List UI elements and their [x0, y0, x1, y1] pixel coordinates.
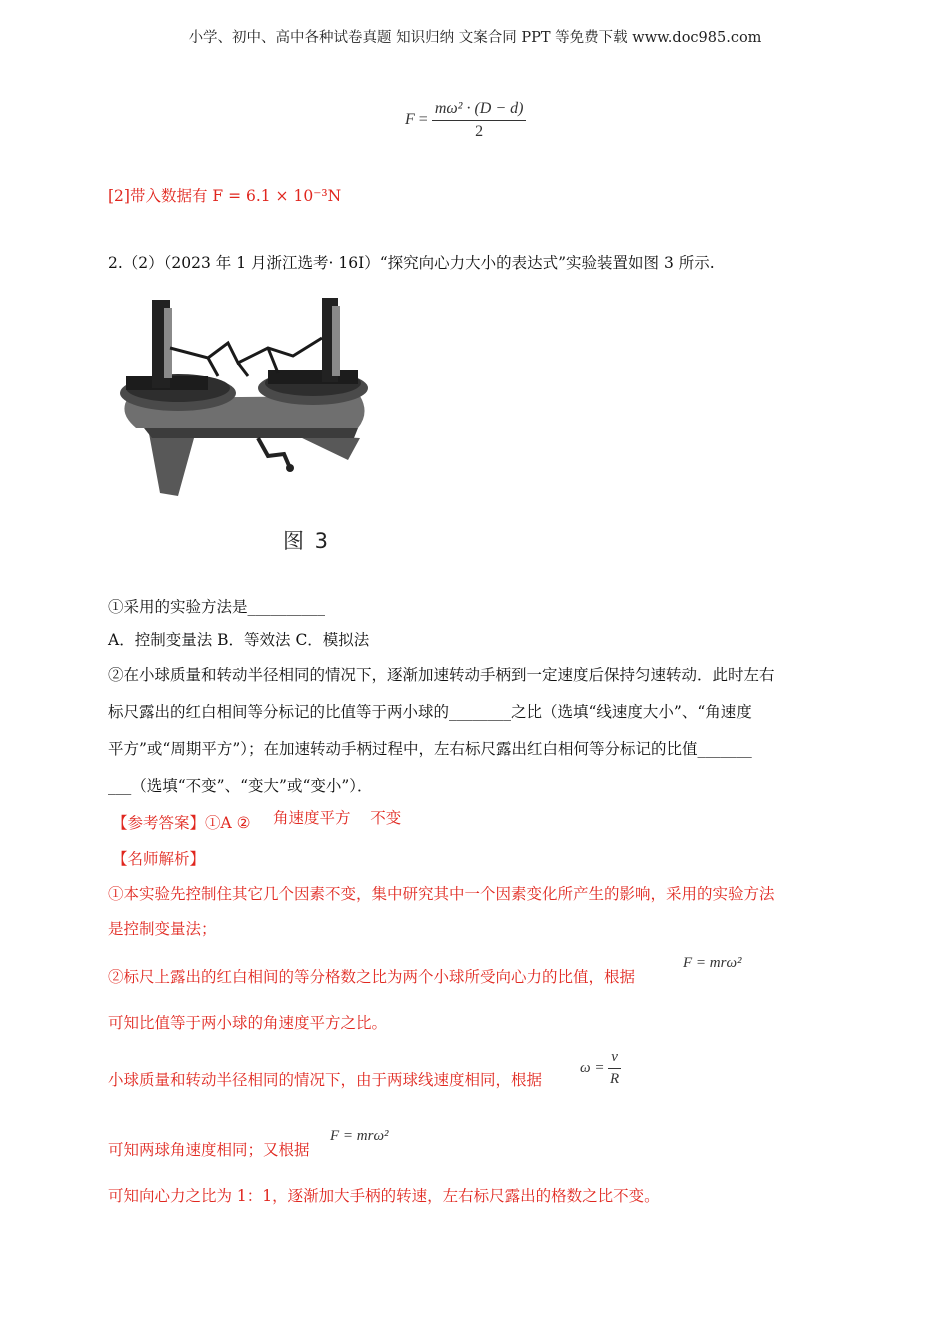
formula-centripetal-1: F = mrω²: [683, 955, 742, 971]
formula-omega-lhs: ω =: [580, 1059, 609, 1076]
question-2-line-4: ___（选填“不变”、“变大”或“变小”）．: [108, 777, 373, 795]
analysis-line-6: 可知两球角速度相同；又根据: [108, 1141, 310, 1159]
analysis-line-2: 是控制变量法；: [108, 920, 217, 938]
question-1: ①采用的实验方法是__________: [108, 598, 326, 616]
formula-omega-denominator: R: [609, 1071, 620, 1087]
question-1-options: A．控制变量法 B．等效法 C．模拟法: [108, 631, 370, 649]
analysis-line-4: 可知比值等于两小球的角速度平方之比。: [108, 1014, 388, 1032]
formula-force-expression: [405, 100, 526, 141]
answer-handwritten: 角速度平方 不变: [273, 809, 402, 827]
answer-label: 【参考答案】①A ②: [112, 814, 251, 832]
question-intro: 2.（2）（2023 年 1 月浙江选考· 16I）“探究向心力大小的表达式”实验装置如图 3 所示.: [108, 254, 715, 272]
analysis-line-3: ②标尺上露出的红白相间的等分格数之比为两个小球所受向心力的比值，根据: [108, 968, 636, 986]
analysis-line-7: 可知向心力之比为 1：1，逐渐加大手柄的转速，左右标尺露出的格数之比不变。: [108, 1187, 660, 1205]
analysis-line-5: 小球质量和转动半径相同的情况下，由于两球线速度相同，根据: [108, 1071, 543, 1089]
analysis-line-1: ①本实验先控制住其它几个因素不变，集中研究其中一个因素变化所产生的影响，采用的实验方法: [108, 885, 775, 903]
formula-lhs: F: [405, 111, 415, 129]
formula-fraction: [432, 100, 527, 141]
centripetal-apparatus-illustration: [108, 278, 370, 510]
part2-result-line: [2]带入数据有 F = 6.1 × 10⁻³N: [108, 187, 342, 205]
formula-equals: =: [414, 111, 432, 129]
formula-centripetal-2: F = mrω²: [330, 1128, 389, 1144]
formula-omega-fraction: [608, 1049, 621, 1088]
formula-numerator: mω² · (D − d): [432, 100, 527, 121]
apparatus-figure: [108, 278, 370, 510]
question-2-line-1: ②在小球质量和转动半径相同的情况下，逐渐加速转动手柄到一定速度后保持匀速转动．此时左右: [108, 666, 775, 684]
question-2-line-2: 标尺露出的红白相间等分标记的比值等于两小球的________之比（选填“线速度大小”、“角速度: [108, 703, 752, 721]
formula-denominator: 2: [475, 123, 484, 140]
formula-angular-velocity: [580, 1049, 621, 1088]
analysis-label: 【名师解析】: [112, 850, 206, 868]
formula-omega-numerator: v: [608, 1049, 621, 1069]
question-2-line-3: 平方”或“周期平方”）；在加速转动手柄过程中，左右标尺露出红白相何等分标记的比值_______: [108, 740, 752, 758]
page-header: 小学、初中、高中各种试卷真题 知识归纳 文案合同 PPT 等免费下载 www.doc985.com: [188, 30, 762, 46]
figure-caption: 图 3: [283, 529, 331, 553]
